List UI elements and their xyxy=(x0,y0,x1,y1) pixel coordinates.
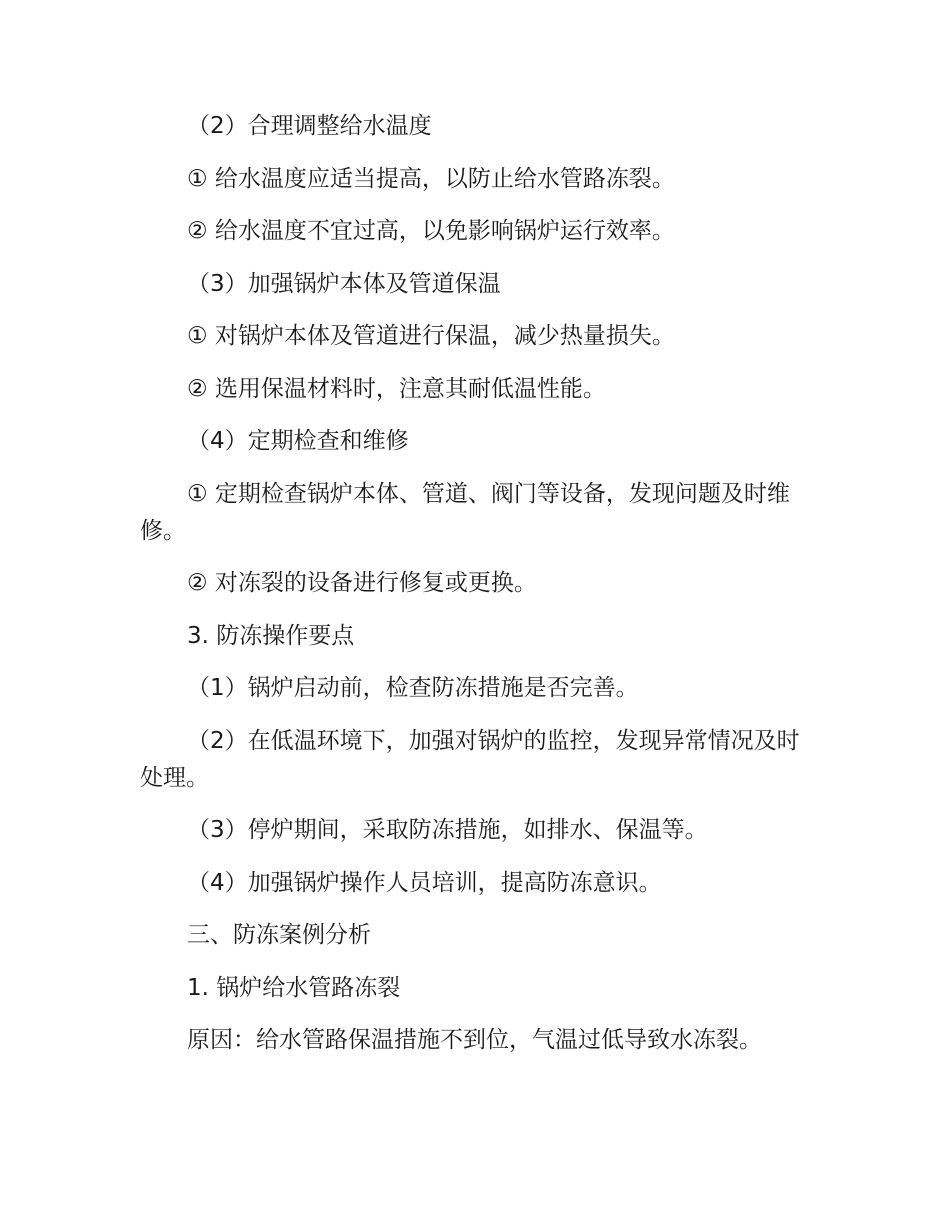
list-item: ① 给水温度应适当提高，以防止给水管路冻裂。 xyxy=(187,165,675,192)
subheading-insulation: （3）加强锅炉本体及管道保温 xyxy=(187,270,501,297)
list-item: ② 选用保温材料时，注意其耐低温性能。 xyxy=(187,375,606,402)
section-heading-operation-points: 3. 防冻操作要点 xyxy=(187,622,355,649)
list-item: ① 对锅炉本体及管道进行保温，减少热量损失。 xyxy=(187,323,675,349)
list-item: （4）加强锅炉操作人员培训，提高防冻意识。 xyxy=(187,869,662,896)
list-item: ② 对冻裂的设备进行修复或更换。 xyxy=(187,570,537,596)
subheading-inspection: （4）定期检查和维修 xyxy=(187,428,409,454)
list-item: ② 给水温度不宜过高，以免影响锅炉运行效率。 xyxy=(187,218,675,244)
subheading-feedwater-temperature: （2）合理调整给水温度 xyxy=(187,113,432,139)
case-heading-pipe-freeze: 1. 锅炉给水管路冻裂 xyxy=(187,974,401,1001)
document-body xyxy=(140,108,800,1075)
list-item: （3）停炉期间，采取防冻措施，如排水、保温等。 xyxy=(187,817,708,843)
case-cause: 原因：给水管路保温措施不到位，气温过低导致水冻裂。 xyxy=(187,1027,762,1053)
list-item: （2）在低温环境下，加强对锅炉的监控，发现异常情况及时处理。 xyxy=(140,727,800,791)
list-item: （1）锅炉启动前，检查防冻措施是否完善。 xyxy=(187,675,639,701)
list-item: ① 定期检查锅炉本体、管道、阀门等设备，发现问题及时维修。 xyxy=(140,480,790,544)
chapter-heading-case-analysis: 三、防冻案例分析 xyxy=(187,922,371,948)
